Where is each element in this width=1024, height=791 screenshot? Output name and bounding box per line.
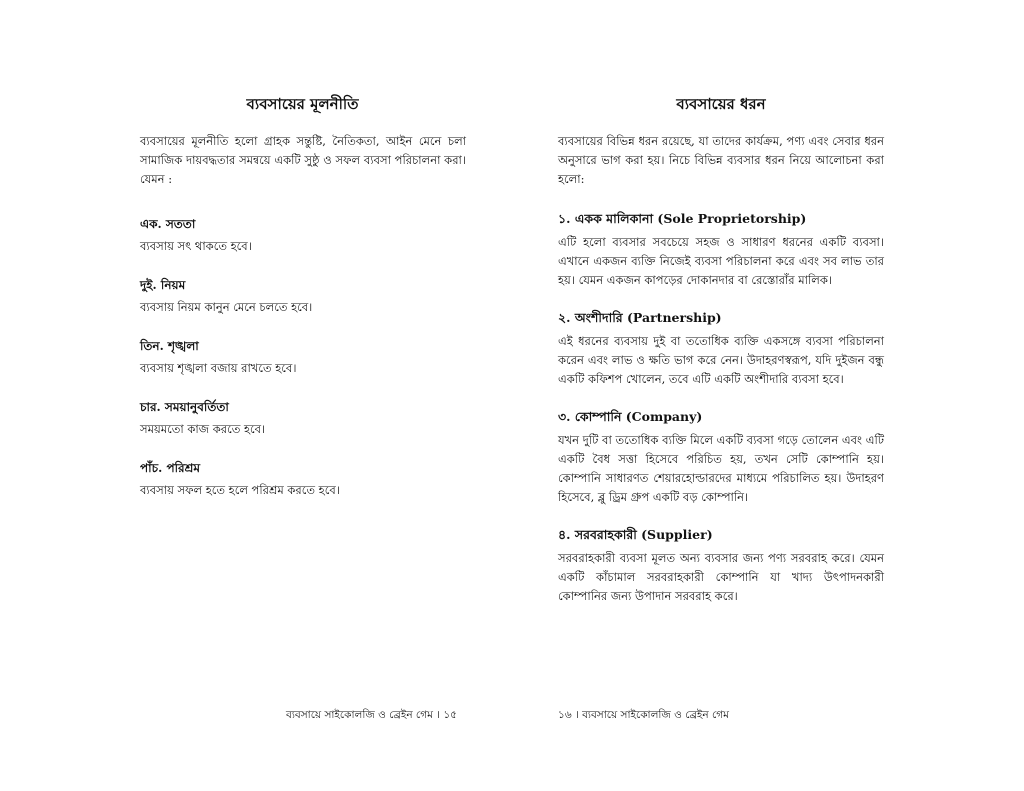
- principle-body: ব্যবসায় শৃঙ্খলা বজায় রাখতে হবে।: [140, 361, 297, 375]
- left-page-content: [140, 132, 466, 500]
- left-intro-paragraph: ব্যবসায়ের মূলনীতি হলো গ্রাহক সন্তুষ্টি, নৈতিকতা, আইন মেনে চলা সামাজিক দায়বদ্ধতার সমন্বয়ে একটি সুষ্ঠু ও সফল ব্যবসা পরিচালনা করা। যেমন :: [140, 134, 466, 186]
- left-page-footer: ব্যবসায়ে সাইকোলজি ও ব্রেইন গেম । ১৫: [286, 709, 457, 721]
- business-type-heading: ৪. সরবরাহকারী (Supplier): [558, 527, 713, 542]
- right-page-content: [558, 132, 884, 606]
- principle-body: ব্যবসায় সফল হতে হলে পরিশ্রম করতে হবে।: [140, 483, 340, 497]
- principle-heading: দুই. নিয়ম: [140, 278, 186, 292]
- right-page-footer: ১৬ । ব্যবসায়ে সাইকোলজি ও ব্রেইন গেম: [558, 709, 729, 721]
- right-page: [512, 0, 1024, 791]
- principle-heading: চার. সময়ানুবর্তিতা: [140, 400, 229, 414]
- principle-body: ব্যবসায় সৎ থাকতে হবে।: [140, 239, 252, 253]
- business-type-body: যখন দুটি বা ততোধিক ব্যক্তি মিলে একটি ব্যবসা গড়ে তোলেন এবং এটি একটি বৈধ সত্তা হিসেবে পরিচিত হয়, তখন সেটি কোম্পানি হয়। কোম্পানি সাধারণত শেয়ারহোল্ডারদের মাধ্যমে পরিচালিত হয়। উদাহরণ হিসেবে, ব্লু ড্রিম গ্রুপ একটি বড় কোম্পানি।: [558, 433, 884, 504]
- right-intro-paragraph: ব্যবসায়ের বিভিন্ন ধরন রয়েছে, যা তাদের কার্যক্রম, পণ্য এবং সেবার ধরন অনুসারে ভাগ করা হয়। নিচে বিভিন্ন ব্যবসার ধরন নিয়ে আলোচনা করা হলো:: [558, 134, 884, 186]
- right-page-title: ব্যবসায়ের ধরন: [676, 95, 766, 113]
- business-type-body: সরবরাহকারী ব্যবসা মূলত অন্য ব্যবসার জন্য পণ্য সরবরাহ করে। যেমন একটি কাঁচামাল সরবরাহকারী কোম্পানি যা খাদ্য উৎপাদনকারী কোম্পানির জন্য উপাদান সরবরাহ করে।: [558, 551, 884, 603]
- business-type-heading: ১. একক মালিকানা (Sole Proprietorship): [558, 211, 807, 226]
- business-type-heading: ৩. কোম্পানি (Company): [558, 409, 703, 424]
- principle-heading: পাঁচ. পরিশ্রম: [140, 461, 201, 475]
- business-type-body: এটি হলো ব্যবসার সবচেয়ে সহজ ও সাধারণ ধরনের একটি ব্যবসা। এখানে একজন ব্যক্তি নিজেই ব্যবসা পরিচালনা করে এবং সব লাভ তার হয়। যেমন একজন কাপড়ের দোকানদার বা রেস্তোরাঁর মালিক।: [558, 235, 884, 287]
- business-type-heading: ২. অংশীদারি (Partnership): [558, 310, 722, 325]
- principle-heading: এক. সততা: [140, 217, 196, 231]
- left-page-title: ব্যবসায়ের মূলনীতি: [246, 95, 359, 113]
- principle-body: সময়মতো কাজ করতে হবে।: [140, 422, 266, 436]
- principle-body: ব্যবসায় নিয়ম কানুন মেনে চলতে হবে।: [140, 300, 313, 314]
- principle-heading: তিন. শৃঙ্খলা: [140, 339, 199, 353]
- business-type-body: এই ধরনের ব্যবসায় দুই বা ততোধিক ব্যক্তি একসঙ্গে ব্যবসা পরিচালনা করেন এবং লাভ ও ক্ষতি ভাগ করে নেন। উদাহরণস্বরূপ, যদি দুইজন বন্ধু একটি কফিশপ খোলেন, তবে এটি একটি অংশীদারি ব্যবসা হবে।: [558, 334, 884, 386]
